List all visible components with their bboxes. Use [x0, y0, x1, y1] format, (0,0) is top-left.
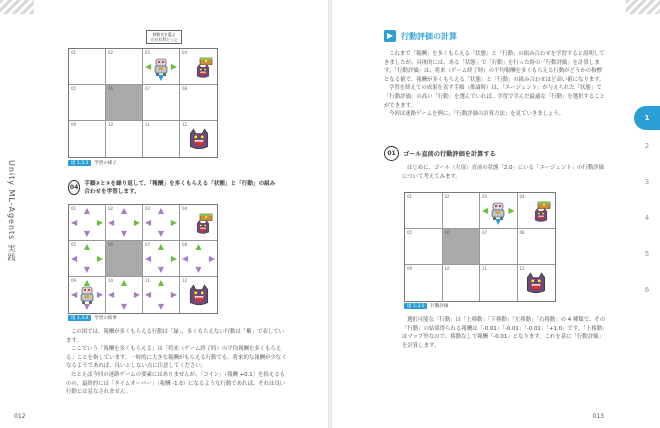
figure-1-caption	[68, 160, 117, 166]
move-arrow-icon: ▼	[495, 217, 502, 226]
move-arrow-icon: ▼	[157, 73, 165, 82]
page-number-right: 013	[592, 413, 604, 420]
figure-1-tag: 図 1.3.3	[68, 160, 91, 166]
cell-number: 10	[108, 278, 114, 283]
maze-grid-figure-3	[404, 192, 556, 302]
enemy-monster-icon	[187, 127, 211, 151]
maze-cell	[518, 265, 556, 301]
bad-action-arrow-icon: ◀	[71, 217, 78, 227]
good-action-arrow-icon: ▶	[96, 253, 103, 263]
maze-cell	[480, 193, 518, 229]
cell-number: 06	[108, 242, 114, 247]
cell-number: 03	[145, 50, 151, 55]
cell-number: 09	[71, 122, 77, 127]
paragraph: この図では、報酬が多くもらえる行動は「緑」、多くもらえない行動は「紫」で表しています。	[66, 329, 284, 344]
maze-cell	[180, 205, 217, 241]
paragraph: 今回は迷路ゲームを例に、「行動評価の計算方法」を見ていきましょう。	[389, 111, 565, 118]
maze-cell	[106, 49, 143, 85]
page-corner-pattern	[0, 0, 34, 14]
bad-action-arrow-icon: ▼	[120, 229, 128, 238]
cell-number: 09	[407, 266, 413, 271]
maze-cell	[143, 241, 180, 277]
step-01-title: ゴール直前の行動評価を計算する	[403, 151, 496, 158]
maze-cell	[69, 121, 106, 157]
good-action-arrow-icon: ▲	[120, 278, 128, 287]
goal-monster-icon	[533, 207, 549, 223]
maze-cell	[143, 205, 180, 241]
right-closing-text	[402, 316, 608, 350]
right-page	[332, 0, 660, 428]
bad-action-arrow-icon: ◀	[145, 217, 152, 227]
cell-number: 07	[145, 86, 151, 91]
section-title: 行動評価の計算	[401, 31, 457, 41]
cell-number: 05	[71, 86, 77, 91]
maze-cell	[180, 241, 217, 277]
cell-number: 12	[182, 122, 188, 127]
maze-wall-cell	[106, 85, 143, 121]
cell-number: 08	[182, 242, 188, 247]
maze-cell	[69, 241, 106, 277]
maze-wall-cell	[106, 241, 143, 277]
section-heading	[384, 30, 457, 42]
good-action-arrow-icon: ▲	[157, 242, 165, 251]
cell-number: 02	[108, 206, 114, 211]
bad-action-arrow-icon: ▼	[157, 302, 165, 311]
figure-2-caption	[68, 315, 117, 321]
cell-number: 01	[71, 206, 77, 211]
bad-action-arrow-icon: ◀	[145, 290, 152, 299]
cell-number: 04	[519, 194, 525, 199]
bad-action-arrow-icon: ◀	[108, 217, 115, 227]
cell-number: 11	[482, 266, 488, 271]
bad-action-arrow-icon: ▲	[157, 206, 165, 215]
maze-cell	[518, 229, 556, 265]
cell-number: 01	[407, 194, 413, 199]
figure-1-caption-text: 学習の様子	[94, 161, 117, 166]
maze-cell	[443, 265, 481, 301]
bad-action-arrow-icon: ▲	[120, 206, 128, 215]
cell-number: 03	[145, 206, 151, 211]
goal-monster-icon	[195, 219, 211, 235]
enemy-monster-icon	[524, 271, 548, 295]
bad-action-arrow-icon: ▼	[83, 302, 91, 311]
cell-number: 06	[108, 86, 114, 91]
good-action-arrow-icon: ▶	[170, 217, 177, 227]
good-action-arrow-icon: ▶	[170, 253, 177, 263]
good-action-arrow-icon: ▲	[157, 278, 165, 287]
move-arrow-icon: ◀	[145, 61, 152, 71]
maze-cell	[69, 85, 106, 121]
maze-cell	[143, 49, 180, 85]
maze-cell	[180, 49, 217, 85]
cell-number: 08	[182, 86, 188, 91]
maze-cell	[180, 85, 217, 121]
figure-3-tag: 図 1.3.5	[404, 303, 427, 309]
maze-cell	[106, 277, 143, 313]
good-action-arrow-icon: ▲	[83, 278, 91, 287]
maze-cell	[480, 229, 518, 265]
cell-number: 12	[519, 266, 525, 271]
maze-cell	[180, 121, 217, 157]
maze-grid-figure-2	[68, 204, 218, 314]
cell-number: 09	[71, 278, 77, 283]
maze-cell	[69, 49, 106, 85]
left-page	[0, 0, 328, 428]
maze-cell	[405, 193, 443, 229]
cell-number: 08	[519, 230, 525, 235]
cell-number: 07	[482, 230, 488, 235]
figure-3-caption-text: 行動評価	[430, 304, 449, 309]
maze-cell	[69, 277, 106, 313]
good-action-arrow-icon: ▶	[96, 217, 103, 227]
good-action-arrow-icon: ▲	[195, 242, 202, 251]
section-tab-3[interactable]: 3	[644, 178, 650, 186]
maze-cell	[106, 121, 143, 157]
cell-number: 01	[71, 50, 77, 55]
section-tab-4[interactable]: 4	[644, 214, 650, 222]
section-tab-6[interactable]: 6	[644, 286, 650, 294]
maze-cell	[180, 277, 217, 313]
bad-action-arrow-icon: ▼	[195, 265, 202, 274]
paragraph: たとえば今回の迷路ゲームの要素にはありませんが、「コイン」（報酬 +0.1）を拾えるものの、最終的には「タイムオーバー」（報酬 -1.0）になるような行動であれば、それは良い行動とは見なされません。	[66, 371, 286, 396]
paragraph: これまで「報酬」を多くもらえる「状態」と「行動」の組み合わせを学習すると説明してきましたが、具体的には、ある「状態」で「行動」を行った時の「行動評価」を計算します。「行動評価」は、将来（ゲーム終了時）の平均報酬を多くもらえる行動がどうかの指標となる値で、報酬が多くもらえる「状態」と「行動」の組み合わせほど高い値になります。	[384, 51, 605, 83]
step-04-number: 04	[68, 180, 80, 195]
cell-number: 04	[182, 50, 188, 55]
bad-action-arrow-icon: ▶	[170, 290, 177, 299]
maze-cell	[69, 205, 106, 241]
step-04	[68, 180, 278, 196]
step-01-number: 01	[384, 146, 399, 161]
bad-action-arrow-icon: ▲	[83, 206, 91, 215]
goal-monster-icon	[195, 63, 211, 79]
move-arrow-icon: ▶	[170, 61, 177, 71]
paragraph: ここでいう「報酬を多くもらえる」は「将来（ゲーム終了時）の平均報酬を多くもらえる」ことを指しています。一時的に大きな報酬がもらえる行動でも、将来的な報酬が少なくなるようであれば、良いとしない点に注意してください。	[66, 346, 287, 370]
cell-number: 02	[108, 50, 114, 55]
paragraph: はじめに、ゴール（左扉）直前の状態「2,0」にいる「エージェント」の行動評価について考えてみます。	[402, 165, 604, 180]
maze-cell	[443, 193, 481, 229]
bad-action-arrow-icon: ◀	[182, 253, 189, 263]
bad-action-arrow-icon: ▶	[133, 290, 140, 299]
maze-cell	[143, 277, 180, 313]
figure-2-caption-text: 学習の結果	[94, 316, 117, 321]
bad-action-arrow-icon: ▶	[96, 290, 103, 299]
cell-number: 12	[182, 278, 188, 283]
cell-number: 05	[71, 242, 77, 247]
vertical-book-title: Unity ML-Agents 実践	[7, 160, 16, 262]
cell-number: 10	[108, 122, 114, 127]
cell-number: 11	[145, 122, 151, 127]
cell-number: 03	[482, 194, 488, 199]
move-arrow-icon: ◀	[482, 205, 489, 215]
left-body-text	[66, 328, 288, 397]
paragraph: 学習を終えての成果を表す手順（推論時）は、「エージェント」が与えられた「状態」で「行動評価」の高い「行動」を選んでいれば、学習で学んだ最適な「行動」を選択することができます。	[384, 85, 606, 109]
maze-cell	[143, 85, 180, 121]
cell-number: 06	[444, 230, 450, 235]
figure-2-tag: 図 1.3.4	[68, 315, 91, 321]
cell-number: 07	[145, 242, 151, 247]
maze-cell	[518, 193, 556, 229]
cell-number: 11	[145, 278, 151, 283]
maze-wall-cell	[443, 229, 481, 265]
bad-action-arrow-icon: ◀	[71, 290, 78, 299]
maze-cell	[405, 229, 443, 265]
step-01-header	[384, 146, 496, 161]
step-04-text: 手順②と③を繰り返して、「報酬」を多くもらえる「状態」と「行動」の組み合わせを学習します。	[84, 181, 276, 195]
paragraph: 選択可能な「行動」は「上移動」「下移動」「左移動」「右移動」の 4 種類で、その「行動」の結果得られる報酬は「-0.01」「-0.01」「-0.01」「+1.0」です。「上移動」はマップ外なので、移動なしで報酬「-0.01」となります。これを基に「行動評価」を計算します。	[402, 317, 608, 349]
callout-box	[146, 30, 182, 44]
maze-cell	[106, 205, 143, 241]
bad-action-arrow-icon: ◀	[71, 253, 78, 263]
maze-grid-figure-1	[68, 48, 218, 158]
right-intro-text	[384, 50, 606, 119]
figure-3-caption	[404, 303, 448, 309]
enemy-monster-icon	[187, 283, 211, 307]
section-tab-5[interactable]: 5	[644, 250, 650, 258]
cell-number: 02	[444, 194, 450, 199]
bad-action-arrow-icon: ▼	[120, 302, 128, 311]
bad-action-arrow-icon: ▼	[83, 265, 91, 274]
step-01-text	[402, 164, 606, 181]
maze-cell	[480, 265, 518, 301]
good-action-arrow-icon: ▶	[133, 217, 140, 227]
cell-number: 04	[182, 206, 188, 211]
page-corner-pattern	[626, 0, 660, 14]
cell-number: 10	[444, 266, 450, 271]
bad-action-arrow-icon: ▼	[83, 229, 91, 238]
maze-cell	[405, 265, 443, 301]
section-tab-1[interactable]: 1	[634, 106, 660, 130]
maze-cell	[143, 121, 180, 157]
good-action-arrow-icon: ▲	[83, 242, 91, 251]
bad-action-arrow-icon: ◀	[145, 253, 152, 263]
bad-action-arrow-icon: ▼	[157, 229, 165, 238]
callout-text: 移動先を選ぶ 右が有利だった	[150, 32, 178, 42]
move-arrow-icon: ▶	[508, 205, 515, 215]
bad-action-arrow-icon: ◀	[108, 290, 115, 299]
cell-number: 05	[407, 230, 413, 235]
section-icon: ▶	[384, 30, 396, 42]
bad-action-arrow-icon: ▶	[208, 253, 215, 263]
bad-action-arrow-icon: ▼	[157, 265, 165, 274]
section-tab-2[interactable]: 2	[644, 142, 650, 150]
page-number-left: 012	[14, 413, 26, 420]
